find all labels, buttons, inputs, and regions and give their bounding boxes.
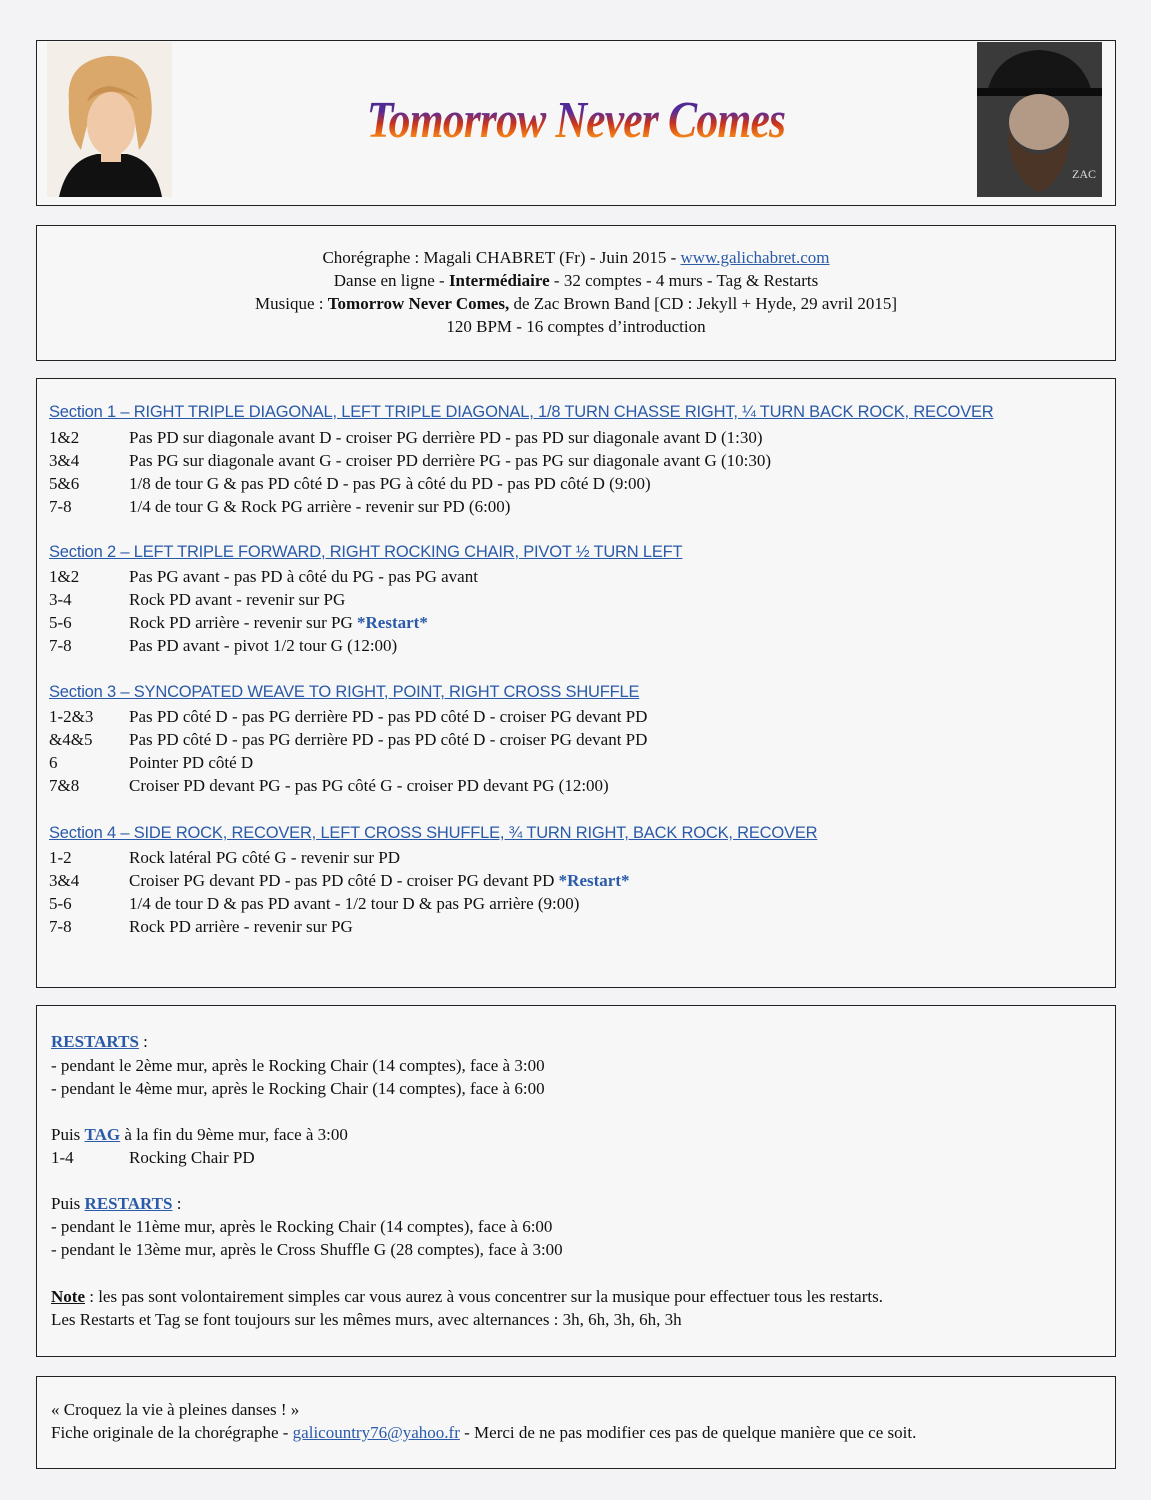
note-line (51, 1287, 883, 1307)
section-heading: Section 3 – SYNCOPATED WEAVE TO RIGHT, POINT, RIGHT CROSS SHUFFLE (49, 683, 640, 701)
step-row (49, 451, 771, 471)
music-line (37, 292, 1115, 315)
step-count: &4&5 (49, 730, 93, 749)
step-count: 3&4 (49, 451, 80, 470)
step-text: 1/4 de tour D & pas PD avant - 1/2 tour D & pas PG arrière (9:00) (129, 894, 580, 913)
music-details: de Zac Brown Band [CD : Jekyll + Hyde, 29 avril 2015] (509, 294, 897, 313)
dance-type: Danse en ligne - (333, 271, 449, 290)
email-link[interactable]: galicountry76@yahoo.fr (292, 1423, 460, 1442)
note-text: : les pas sont volontairement simples car vous aurez à vous concentrer sur la musique pour effectuer tous les restarts. (84, 1287, 883, 1306)
step-row (49, 871, 629, 891)
header-box (36, 40, 1116, 206)
tag-text: Rocking Chair PD (129, 1148, 255, 1167)
step-text: Rock PD arrière - revenir sur PG (129, 917, 353, 936)
tag-step-row (51, 1148, 255, 1168)
step-text: Croiser PG devant PD - pas PD côté D - croiser PG devant PD (129, 871, 559, 890)
svg-text:ZAC: ZAC (1072, 167, 1096, 181)
step-row (49, 776, 609, 796)
restarts-keyword: RESTARTS (51, 1032, 139, 1051)
page-title: Tomorrow Never Comes (123, 91, 1029, 150)
step-row (49, 428, 763, 448)
restarts2-heading (51, 1194, 181, 1214)
footer-credit-prefix: Fiche originale de la chorégraphe - (51, 1423, 293, 1442)
step-text: 1/8 de tour G & pas PD côté D - pas PG à côté du PD - pas PD côté D (9:00) (129, 474, 651, 493)
note-line-2: Les Restarts et Tag se font toujours sur les mêmes murs, avec alternances : 3h, 6h, 3h, 6h, 3h (51, 1310, 682, 1329)
music-label: Musique : (255, 294, 328, 313)
restart-line: - pendant le 2ème mur, après le Rocking Chair (14 comptes), face à 3:00 (51, 1056, 545, 1075)
step-count: 5&6 (49, 474, 80, 493)
footer-credit (51, 1423, 916, 1443)
restarts2-keyword: RESTARTS (84, 1194, 173, 1213)
step-count: 7-8 (49, 636, 72, 655)
section-heading: Section 4 – SIDE ROCK, RECOVER, LEFT CROSS SHUFFLE, ¾ TURN RIGHT, BACK ROCK, RECOVER (49, 824, 818, 842)
restart-marker: *Restart* (357, 613, 428, 632)
footer-quote: « Croquez la vie à pleines danses ! » (51, 1400, 300, 1419)
step-text: Pointer PD côté D (129, 753, 254, 772)
info-lines (37, 246, 1115, 338)
step-text: 1/4 de tour G & Rock PG arrière - revenir sur PD (6:00) (129, 497, 511, 516)
step-count: 3&4 (49, 871, 80, 890)
website-link[interactable]: www.galichabret.com (680, 248, 830, 267)
steps-box (36, 378, 1116, 988)
dance-line (37, 269, 1115, 292)
step-count: 1&2 (49, 428, 80, 447)
step-count: 5-6 (49, 894, 72, 913)
step-text: Pas PD côté D - pas PG derrière PD - pas PD côté D - croiser PG devant PD (129, 707, 648, 726)
bpm-line: 120 BPM - 16 comptes d’introduction (446, 317, 706, 336)
step-count: 1-2 (49, 848, 72, 867)
step-text: Pas PD avant - pivot 1/2 tour G (12:00) (129, 636, 398, 655)
level: Intermédiaire (448, 271, 550, 290)
footer-credit-suffix: - Merci de ne pas modifier ces pas de quelque manière que ce soit. (459, 1423, 917, 1442)
restarts-colon: : (138, 1032, 148, 1051)
step-row (49, 636, 397, 656)
music-title: Tomorrow Never Comes, (327, 294, 510, 313)
step-row (49, 474, 651, 494)
step-count: 1-2&3 (49, 707, 94, 726)
step-row (49, 497, 510, 517)
step-text: Pas PG sur diagonale avant G - croiser PD derrière PG - pas PG sur diagonale avant G (10:30) (129, 451, 772, 470)
step-row (49, 707, 647, 727)
step-count: 7&8 (49, 776, 80, 795)
dance-details: - 32 comptes - 4 murs - Tag & Restarts (549, 271, 819, 290)
step-text: Rock PD avant - revenir sur PG (129, 590, 346, 609)
tag-prefix: Puis (51, 1125, 85, 1144)
step-count: 7-8 (49, 497, 72, 516)
step-text: Pas PD sur diagonale avant D - croiser PG derrière PD - pas PD sur diagonale avant D (1:30) (129, 428, 763, 447)
step-row (49, 894, 579, 914)
restart-line: - pendant le 13ème mur, après le Cross Shuffle G (28 comptes), face à 3:00 (51, 1240, 563, 1259)
tag-suffix: à la fin du 9ème mur, face à 3:00 (120, 1125, 348, 1144)
step-count: 1&2 (49, 567, 80, 586)
footer-box (36, 1376, 1116, 1469)
section-heading: Section 1 – RIGHT TRIPLE DIAGONAL, LEFT TRIPLE DIAGONAL, 1/8 TURN CHASSE RIGHT, ¼ TURN BACK ROCK, RECOVER (49, 403, 994, 421)
restarts2-prefix: Puis (51, 1194, 85, 1213)
step-row (49, 567, 478, 587)
choreographer-line (37, 246, 1115, 269)
step-row (49, 753, 253, 773)
step-text: Pas PD côté D - pas PG derrière PD - pas PD côté D - croiser PG devant PD (129, 730, 648, 749)
restart-line: - pendant le 4ème mur, après le Rocking Chair (14 comptes), face à 6:00 (51, 1079, 545, 1098)
tag-keyword: TAG (84, 1125, 121, 1144)
choreographer-text: Chorégraphe : Magali CHABRET (Fr) - Juin 2015 - (322, 248, 681, 267)
step-count: 3-4 (49, 590, 72, 609)
step-row (49, 613, 428, 633)
restart-line: - pendant le 11ème mur, après le Rocking Chair (14 comptes), face à 6:00 (51, 1217, 553, 1236)
section-heading: Section 2 – LEFT TRIPLE FORWARD, RIGHT ROCKING CHAIR, PIVOT ½ TURN LEFT (49, 543, 683, 561)
step-count: 7-8 (49, 917, 72, 936)
step-text: Rock latéral PG côté G - revenir sur PD (129, 848, 400, 867)
note-keyword: Note (51, 1287, 85, 1306)
step-text: Rock PD arrière - revenir sur PG (129, 613, 358, 632)
step-row (49, 848, 400, 868)
step-text: Pas PG avant - pas PD à côté du PG - pas PG avant (129, 567, 478, 586)
step-row (49, 730, 647, 750)
step-count: 6 (49, 753, 58, 772)
step-row (49, 590, 345, 610)
info-box (36, 225, 1116, 361)
step-row (49, 917, 353, 937)
step-text: Croiser PD devant PG - pas PG côté G - croiser PD devant PG (12:00) (129, 776, 609, 795)
tag-heading (51, 1125, 348, 1145)
restart-marker: *Restart* (558, 871, 630, 890)
notes-box (36, 1005, 1116, 1357)
restarts-heading (51, 1032, 148, 1052)
step-count: 5-6 (49, 613, 72, 632)
tag-count: 1-4 (51, 1148, 74, 1167)
restarts2-colon: : (172, 1194, 182, 1213)
album-cover (977, 42, 1102, 197)
